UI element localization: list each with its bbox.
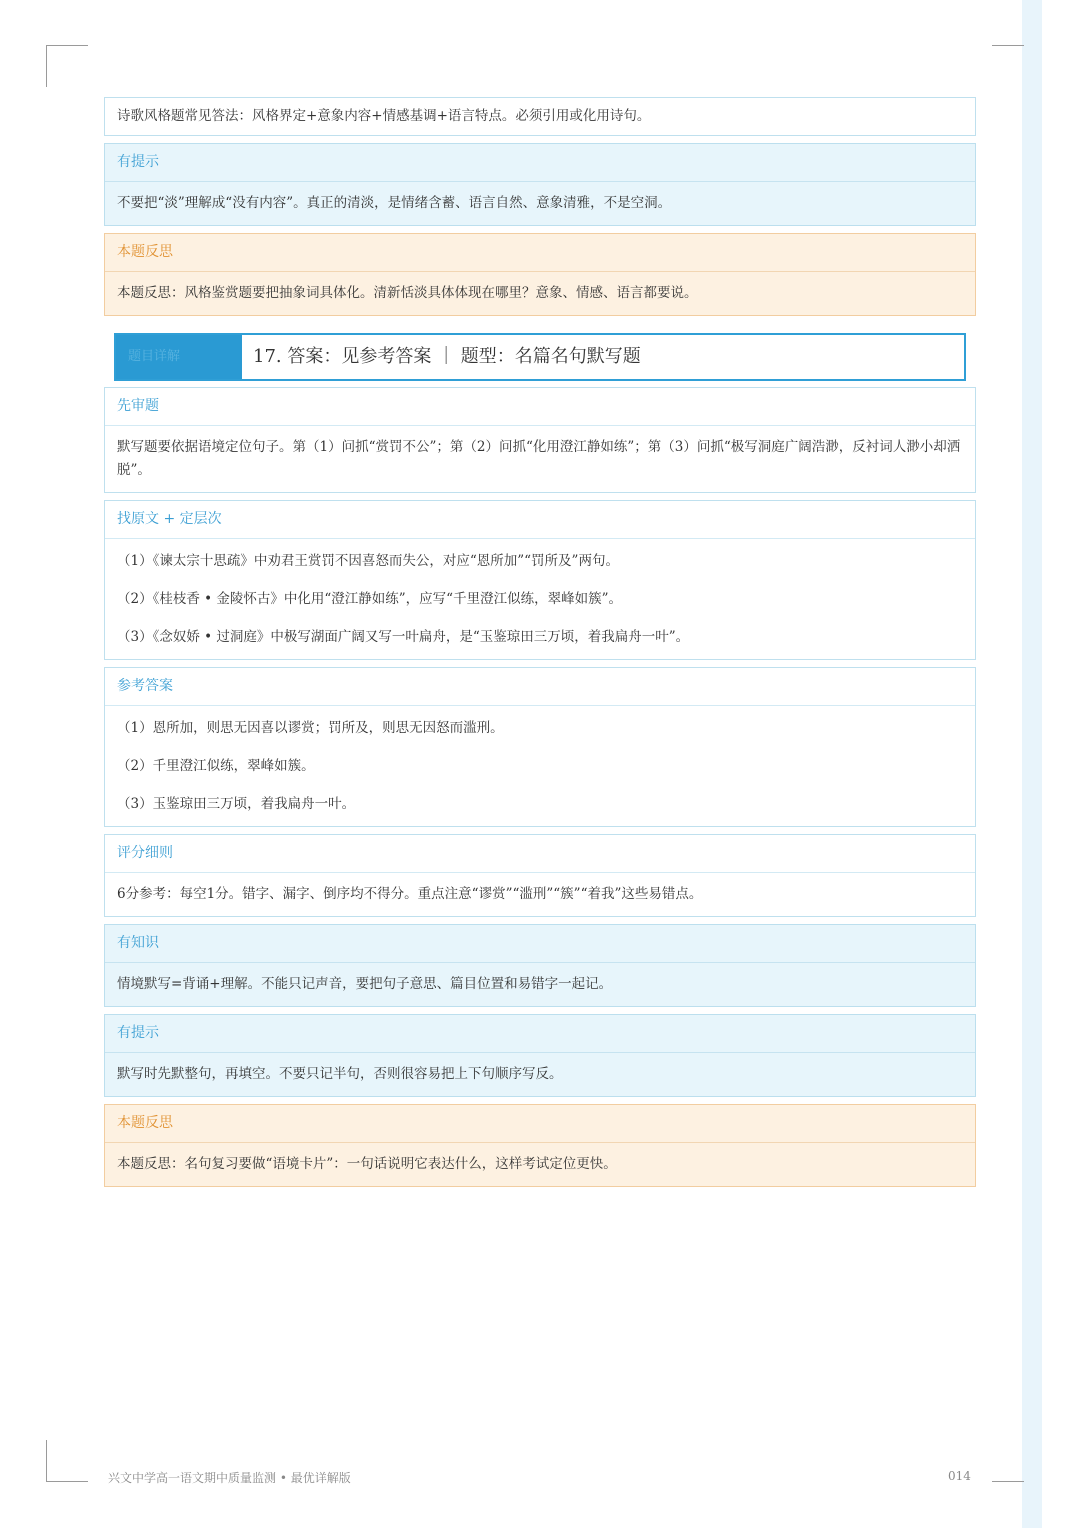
reference-answer-item-1: （1）恩所加，则思无因喜以谬赏；罚所及，则思无因怒而滥刑。 <box>117 720 504 736</box>
scoring-rules-box <box>104 834 976 917</box>
scoring-rules-title: 评分细则 <box>105 835 975 873</box>
crop-mark-top-left-v <box>46 45 47 87</box>
reference-answer-item-2: （2）千里澄江似练，翠峰如簇。 <box>117 758 315 774</box>
find-source-item-2: （2）《桂枝香 • 金陵怀古》中化用“澄江静如练”，应写“千里澄江似练，翠峰如簇”。 <box>117 591 622 607</box>
tip-box-title: 有提示 <box>105 144 975 182</box>
reflection-box-2 <box>104 1104 976 1187</box>
page-edge-strip <box>1022 0 1042 1528</box>
tip-box <box>104 143 976 226</box>
knowledge-box <box>104 924 976 1007</box>
question-17-header <box>114 333 966 381</box>
tip-box-text: 不要把“淡”理解成“没有内容”。真正的清淡，是情绪含蓄、语言自然、意象清雅，不是空洞。 <box>117 195 672 211</box>
review-question-text: 默写题要依据语境定位句子。第（1）问抓“赏罚不公”；第（2）问抓“化用澄江静如练”；第（3）问抓“极写洞庭广阔浩渺，反衬词人渺小却洒脱”。 <box>117 439 961 478</box>
reference-answer-list <box>105 706 975 826</box>
reflection-box-2-text: 本题反思：名句复习要做“语境卡片”：一句话说明它表达什么，这样考试定位更快。 <box>117 1156 617 1172</box>
find-source-list <box>105 539 975 659</box>
knowledge-box-text: 情境默写=背诵+理解。不能只记声音，要把句子意思、篇目位置和易错字一起记。 <box>117 976 613 992</box>
tip-box-2 <box>104 1014 976 1097</box>
knowledge-box-title: 有知识 <box>105 925 975 963</box>
page-content <box>104 97 976 1194</box>
find-source-box <box>104 500 976 660</box>
reflection-box <box>104 233 976 316</box>
find-source-item-3: （3）《念奴娇 • 过洞庭》中极写湖面广阔又写一叶扁舟，是“玉鉴琼田三万顷，着我扁舟一叶”。 <box>117 629 690 645</box>
crop-mark-bottom-left-v <box>46 1440 47 1482</box>
reflection-box-text: 本题反思：风格鉴赏题要把抽象词具体化。清新恬淡具体体现在哪里？意象、情感、语言都要说。 <box>117 285 698 301</box>
scoring-rules-text: 6分参考：每空1分。错字、漏字、倒序均不得分。重点注意“谬赏”“滥刑”“簇”“着我”这些易错点。 <box>117 886 703 902</box>
crop-mark-bottom-right-h <box>992 1481 1024 1482</box>
review-question-title: 先审题 <box>105 388 975 426</box>
reference-answer-item-3: （3）玉鉴琼田三万顷，着我扁舟一叶。 <box>117 796 356 812</box>
find-source-title: 找原文 + 定层次 <box>105 501 975 539</box>
crop-mark-bottom-left-h <box>46 1481 88 1482</box>
reflection-box-2-title: 本题反思 <box>105 1105 975 1143</box>
crop-mark-top-left-h <box>46 45 88 46</box>
tip-box-2-text: 默写时先默整句，再填空。不要只记半句，否则很容易把上下句顺序写反。 <box>117 1066 563 1082</box>
footer-title: 兴文中学高一语文期中质量监测 • 最优详解版 <box>108 1471 351 1485</box>
review-question-box <box>104 387 976 493</box>
find-source-item-1: （1）《谏太宗十思疏》中劝君王赏罚不因喜怒而失公，对应“恩所加”“罚所及”两句。 <box>117 553 619 569</box>
crop-mark-top-right-h <box>992 45 1024 46</box>
page-number: 014 <box>948 1469 971 1483</box>
question-17-title: 17. 答案：见参考答案 ｜ 题型：名篇名句默写题 <box>253 346 641 367</box>
reference-answer-title: 参考答案 <box>105 668 975 706</box>
reflection-box-title: 本题反思 <box>105 234 975 272</box>
question-detail-tag: 题目详解 <box>116 335 242 379</box>
answer-method-box <box>104 97 976 136</box>
reference-answer-box <box>104 667 976 827</box>
tip-box-2-title: 有提示 <box>105 1015 975 1053</box>
answer-method-text: 诗歌风格题常见答法：风格界定+意象内容+情感基调+语言特点。必须引用或化用诗句。 <box>117 108 651 124</box>
